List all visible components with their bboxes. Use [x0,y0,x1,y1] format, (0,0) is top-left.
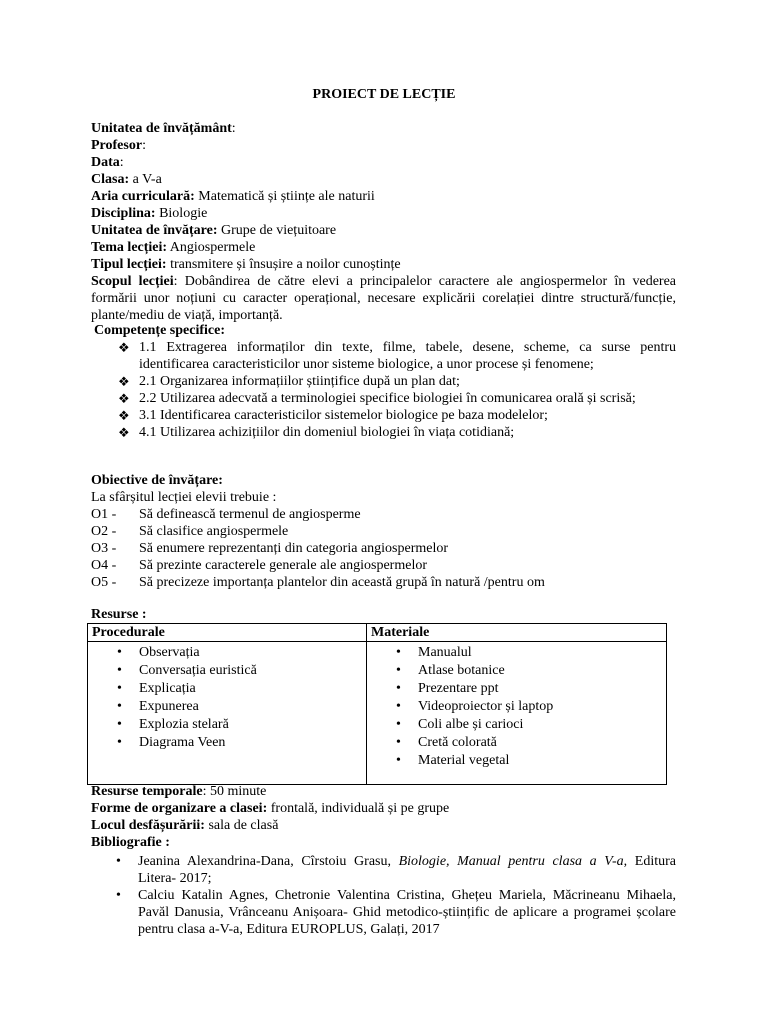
field-label: Profesor [91,138,143,153]
field-value: transmitere și însușire a noilor cunoștințe [166,257,401,272]
footer-fields [91,783,676,938]
field-unitatea: Unitatea de învățământ: [91,121,236,136]
field-profesor: Profesor: [91,138,146,153]
resurse-table [87,623,667,785]
objective-code: O2 - [91,524,117,539]
diamond-bullet-icon: ❖ [118,391,130,406]
header-fields [91,120,676,324]
objective-text: Să clasifice angiospermele [139,524,289,539]
list-item: • Explozia stelară [92,716,362,734]
table-header-row [88,624,667,642]
field-label: Scopul lecției [91,274,174,289]
diamond-bullet-icon: ❖ [118,374,130,389]
field-resurse-temporale [91,783,676,800]
diamond-bullet-icon: ❖ [118,408,130,423]
list-item [91,853,676,887]
list-item: • Material vegetal [371,752,662,770]
bibliografie-heading: Bibliografie : [91,835,170,850]
objective-code: O5 - [91,575,117,590]
document-title: PROIECT DE LECȚIE [312,87,456,102]
field-value: Matematică și științe ale naturii [194,189,375,204]
list-item: • Videoproiector și laptop [371,698,662,716]
field-scop [91,273,676,324]
field-value: Angiospermele [167,240,256,255]
field-value: Biologie [155,206,208,221]
field-disciplina [91,205,676,222]
field-label: Aria curriculară: [91,189,195,204]
field-label: Tema lecției: [91,240,168,255]
bib-text: , Editura Litera- 2017; [138,854,676,886]
bib-text: Jeanina Alexandrina-Dana, Cîrstoiu Grasu, [138,854,399,869]
list-item-text: 2.2 Utilizarea adecvată a terminologiei specifice biologiei în comunicarea orală și scrisă; [139,391,636,406]
list-item: • Diagrama Veen [92,734,362,752]
diamond-bullet-icon: ❖ [118,425,130,440]
list-item: • Manualul [371,644,662,662]
list-item [91,339,676,373]
objective-code: O3 - [91,541,117,556]
field-label: Locul desfășurării: [91,818,205,833]
bib-text: Calciu Katalin Agnes, Chetronie Valentina Cristina, Ghețeu Mariela, Măcrineanu Mihaela, Pavăl Danusia, Vrânceanu Anișoara- Ghid metodico-științific de aplicare a programei școlare pentru clasa a-V-a, Editura EUROPLUS, Galați, 2017 [138,888,676,937]
objective-row [91,557,676,574]
list-item: • Prezentare ppt [371,680,662,698]
obiective-intro: La sfârșitul lecției elevii trebuie : [91,490,277,505]
field-aria [91,188,676,205]
list-item-text: 4.1 Utilizarea achizițiilor din domeniul biologiei în viața cotidiană; [139,425,515,440]
field-forme-organizare [91,800,676,817]
competente-section [91,322,676,441]
field-value: frontală, individuală și pe grupe [267,801,450,816]
objective-code: O1 - [91,507,117,522]
objective-row [91,574,676,591]
field-value: : Dobândirea de către elevi a principalelor caractere ale angiospermelor în vederea formării unor noțiuni cu caracter operațional, necesare explicării corelației dintre structură/funcție, plante/mediu de viață, importanță. [91,274,677,323]
section-heading: Obiective de învățare: [91,473,223,488]
list-item-text: 1.1 Extragerea informaților din texte, filme, tabele, desene, scheme, ca surse pentru identificarea caracteristicilor unor sisteme biologice, a unor procese și fenomene; [139,340,676,372]
objective-text: Să enumere reprezentanți din categoria angiospermelor [139,541,449,556]
list-item-text: 2.1 Organizarea informațiilor științifice după un plan dat; [139,374,460,389]
procedurale-cell [88,642,367,785]
obiective-section [91,472,676,591]
list-item [91,373,676,390]
list-item: • Conversația euristică [92,662,362,680]
list-item [91,887,676,938]
diamond-bullet-icon: ❖ [118,340,130,355]
field-clasa [91,171,676,188]
field-value: : 50 minute [202,784,267,799]
field-locul [91,817,676,834]
list-item [91,407,676,424]
field-data: Data: [91,155,124,170]
list-item: • Expunerea [92,698,362,716]
bib-title: Biologie, Manual pentru clasa a V-a [398,854,624,869]
materiale-cell [367,642,667,785]
list-item: • Atlase botanice [371,662,662,680]
field-tipul [91,256,676,273]
objective-code: O4 - [91,558,117,573]
competente-list [91,339,676,441]
field-tema [91,239,676,256]
list-item: • Observația [92,644,362,662]
resurse-heading: Resurse : [91,607,147,622]
section-heading: Competențe specifice: [94,323,226,338]
bibliografie-list [91,853,676,938]
field-unitatea-invatare [91,222,676,239]
field-label: Clasa: [91,172,130,187]
field-label: Tipul lecției: [91,257,167,272]
objective-row [91,506,676,523]
objective-text: Să prezinte caracterele generale ale angiospermelor [139,558,427,573]
field-value: a V-a [129,172,162,187]
list-item-text: 3.1 Identificarea caracteristicilor sistemelor biologice pe baza modelelor; [139,408,548,423]
column-header-procedurale: Procedurale [88,624,367,642]
list-item: • Coli albe și carioci [371,716,662,734]
field-label: Unitatea de învățământ [91,121,232,136]
field-label: Disciplina: [91,206,156,221]
list-item: • Explicația [92,680,362,698]
table-row [88,642,667,785]
field-label: Forme de organizare a clasei: [91,801,268,816]
field-value: sala de clasă [204,818,279,833]
objective-row [91,523,676,540]
column-header-materiale: Materiale [367,624,667,642]
objective-text: Să definească termenul de angiosperme [139,507,361,522]
field-label: Unitatea de învățare: [91,223,218,238]
field-value: Grupe de viețuitoare [217,223,337,238]
list-item: • Cretă colorată [371,734,662,752]
objective-row [91,540,676,557]
procedurale-list [92,644,362,752]
field-label: Data [91,155,120,170]
objective-text: Să precizeze importanța plantelor din această grupă în natură /pentru om [139,575,545,590]
list-item [91,390,676,407]
list-item [91,424,676,441]
field-label: Resurse temporale [91,784,203,799]
materiale-list [371,644,662,770]
